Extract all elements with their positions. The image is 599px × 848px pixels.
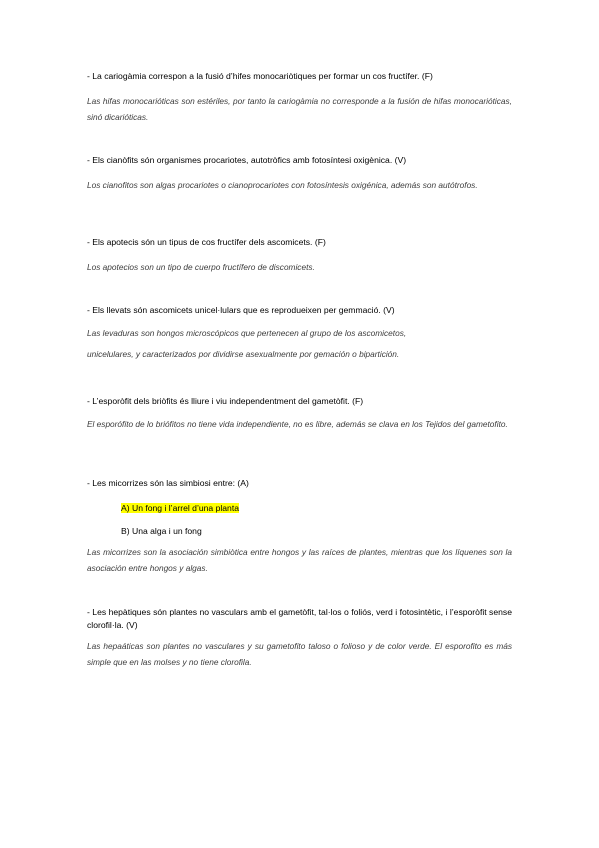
question-block-6	[87, 477, 512, 576]
question-block-7	[87, 606, 512, 670]
question-block-2	[87, 154, 512, 193]
answer-text-line-1: Las levaduras son hongos microscópicos que pertenecen al grupo de los ascomicetos,	[87, 328, 407, 338]
question-text: - Els llevats són ascomicets unicel·lulars que es reprodueixen per gemmació. (V)	[87, 305, 395, 315]
question-text: - Els apotecis són un tipus de cos fructífer dels ascomicets. (F)	[87, 237, 326, 247]
option-a	[121, 502, 512, 515]
highlighted-correct-option: A) Un fong i l’arrel d’una planta	[121, 503, 239, 513]
answer-text: Las hifas monocarióticas son estériles, por tanto la cariogàmia no corresponde a la fusión de hifas monocarióticas, sinó dicarióticas.	[87, 96, 512, 122]
answer-text: El esporófito de lo briófitos no tiene vida independiente, no es libre, además se clava en los Tejidos del gametofito.	[87, 419, 508, 429]
answer-text: Las hepaáticas son plantes no vasculares y su gametofito taloso o folioso y de color verde. El esporofito es más simple que en las molses y no tiene clorofila.	[87, 641, 512, 667]
option-b: B) Una alga i un fong	[121, 526, 202, 536]
question-text: - Les hepàtiques són plantes no vasculars amb el gametòfit, tal·los o foliós, verd i fotosintètic, i l’esporòfit sense clorofil·la. (V)	[87, 607, 512, 630]
question-block-5	[87, 395, 512, 432]
question-text: - Els cianòfits són organismes procariotes, autotròfics amb fotosíntesi oxigènica. (V)	[87, 155, 407, 165]
answer-text-line-2: unicelulares, y caracterizados por dividirse asexualmente por gemación o bipartición.	[87, 349, 400, 359]
question-block-4	[87, 304, 512, 362]
question-text: - L’esporòfit dels briòfits és lliure i viu independentment del gametòfit. (F)	[87, 396, 364, 406]
question-text: - Les micorrizes són las simbiosi entre: (A)	[87, 478, 249, 488]
answer-text: Las micorrizes son la asociación simbiòtica entre hongos y las raíces de plantes, mientras que los líquenes son la asociación entre hongos y algas.	[87, 547, 512, 573]
question-text: - La cariogàmia correspon a la fusió d’hifes monocariòtiques per formar un cos fructífer. (F)	[87, 71, 433, 81]
answer-text: Los apotecios son un tipo de cuerpo fructífero de discomicets.	[87, 262, 315, 272]
question-block-1	[87, 70, 512, 125]
answer-text: Los cianofitos son algas procariotes o cianoprocariotes con fotosíntesis oxigénica, además son autótrofos.	[87, 180, 478, 190]
question-block-3	[87, 236, 512, 275]
